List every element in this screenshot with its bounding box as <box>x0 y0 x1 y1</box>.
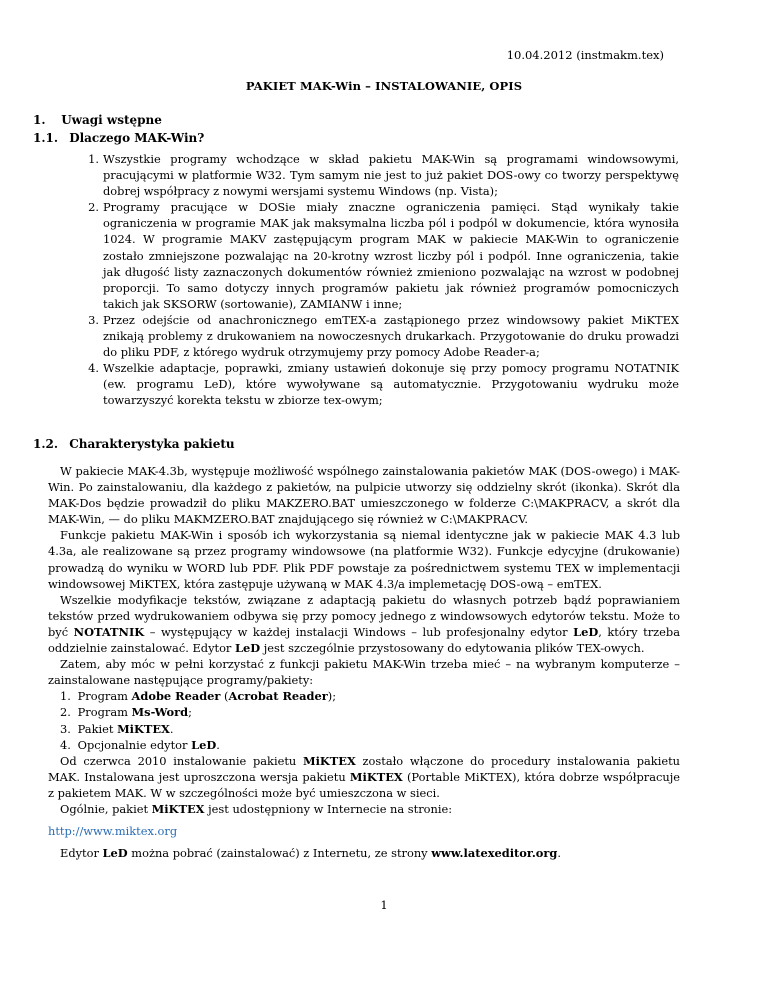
section-heading-1-1 <box>33 131 204 145</box>
section-number: 1.2. <box>33 437 59 451</box>
requirements-list <box>48 688 680 752</box>
page-number: 1 <box>380 898 388 912</box>
paragraph: Funkcje pakietu MAK-Win i sposób ich wykorzystania są niemal identyczne jak w pakiecie MAK 4.3 lub 4.3a, ale realizowane są przez programy windowsowe (na platformie W32). Funkcje edycyjne (drukowanie) prowadzą do wyniku w WORD lub PDF. Plik PDF powstaje za pośrednictwem systemu TEX w implementacji windowsowej MiKTEX, która zastępuje używaną w MAK 4.3/a implemetację DOS-ową – emTEX. <box>48 528 680 591</box>
document-title: PAKIET MAK-Win – INSTALOWANIE, OPIS <box>245 79 523 93</box>
miktex-link[interactable]: http://www.miktex.org <box>48 824 178 839</box>
section-title: Charakterystyka pakietu <box>69 437 235 451</box>
list-item: 3. Przez odejście od anachronicznego emTEX-a zastąpionego przez windowsowy pakiet MiKTEX znikają problemy z drukowaniem na nowoczesnych drukarkach. Przygotowanie do druku prowadzi do pliku PDF, z którego wydruk otrzymujemy przy pomocy Adobe Reader-a; <box>88 312 679 360</box>
list-item: 4. Wszelkie adaptacje, poprawki, zmiany ustawień dokonuje się przy pomocy programu NOTATNIK (ew. programu LeD), które wywoływane są automatycznie. Przygotowaniu wydruku może towarzyszyć korekta tekstu w zbiorze tex-owym; <box>88 361 679 408</box>
list-item: 2. Program Ms-Word; <box>60 705 192 720</box>
list-item: 2. Programy pracujące w DOSie miały znaczne ograniczenia pamięci. Stąd wynikały takie ograniczenia w programie MAK jak maksymalna liczba pól i podpól w dokumencie, która wynosiła 1024. W programie MAKV zastępującym program MAK w pakiecie MAK-Win to ograniczenie zostało zmniejszone pozwalając na 20-krotny wzrost liczby pól i podpól. Inne ograniczenia, takie jak długość listy zaznaczonych dokumentów również zmieniono pozwalając na wzrost w podobnej proporcji. To samo dotyczy innych programów pakietu jak również programów pomocniczych takich jak SKSORW (sortowanie), ZAMIANW i inne; <box>88 200 679 311</box>
dateline: 10.04.2012 (instmakm.tex) <box>506 48 664 62</box>
list-item: 4. Opcjonalnie edytor LeD. <box>60 737 220 752</box>
paragraph: Wszelkie modyfikacje tekstów, związane z adaptacją pakietu do własnych potrzeb bądź poprawianiem tekstów przed wydrukowaniem odbywa się przy pomocy jednego z windowsowych edytorów tekstu. Może to być NOTATNIK – występujący w każdej instalacji Windows – lub profesjonalny edytor LeD, który trzeba oddzielnie zainstalować. Edytor LeD jest szczególnie przystosowany do edytowania plików TEX-owych. <box>48 592 680 656</box>
latexeditor-link[interactable]: www.latexeditor.org <box>431 846 558 861</box>
section-title: Uwagi wstępne <box>61 113 162 127</box>
paragraph: Zatem, aby móc w pełni korzystać z funkcji pakietu MAK-Win trzeba mieć – na wybranym komputerze – zainstalowane następujące programy/pakiety: <box>48 657 680 688</box>
characteristics-body <box>48 463 680 861</box>
paragraph: W pakiecie MAK-4.3b, występuje możliwość wspólnego zainstalowania pakietów MAK (DOS-owego) i MAK-Win. Po zainstalowaniu, dla każdego z pakietów, na pulpicie utworzy się oddzielny skrót (ikonka). Skrót dla MAK-Dos będzie prowadził do pliku MAKZERO.BAT umieszczonego w folderze C:\MAKPRACV, a skrót dla MAK-Win, — do pliku MAKMZERO.BAT znajdującego się również w C:\MAKPRACV. <box>48 464 680 527</box>
section-title: Dlaczego MAK-Win? <box>69 131 205 145</box>
why-list <box>88 151 679 409</box>
section-heading-1 <box>33 113 162 127</box>
list-item: 1. Wszystkie programy wchodzące w skład pakietu MAK-Win są programami windowsowymi, pracującymi w platformie W32. Tym samym nie jest to już pakiet DOS-owy co tworzy perspektywę dobrej współpracy z nowymi wersjami systemu Windows (np. Vista); <box>88 152 679 199</box>
paragraph: Ogólnie, pakiet MiKTEX jest udostępniony w Internecie na stronie: <box>60 801 453 816</box>
paragraph: Od czerwca 2010 instalowanie pakietu MiKTEX zostało włączone do procedury instalowania pakietu MAK. Instalowana jest uproszczona wersja pakietu MiKTEX (Portable MiKTEX), która dobrze współpracuje z pakietem MAK. W w szczególności może być umieszczona w sieci. <box>48 753 681 800</box>
section-heading-1-2 <box>33 437 235 451</box>
list-item: 1. Program Adobe Reader (Acrobat Reader); <box>60 689 337 704</box>
list-item: 3. Pakiet MiKTEX. <box>60 721 174 736</box>
section-number: 1. <box>33 113 46 127</box>
section-number: 1.1. <box>33 131 59 145</box>
paragraph: Edytor LeD można pobrać (zainstalować) z Internetu, ze strony www.latexeditor.org. <box>60 846 561 861</box>
